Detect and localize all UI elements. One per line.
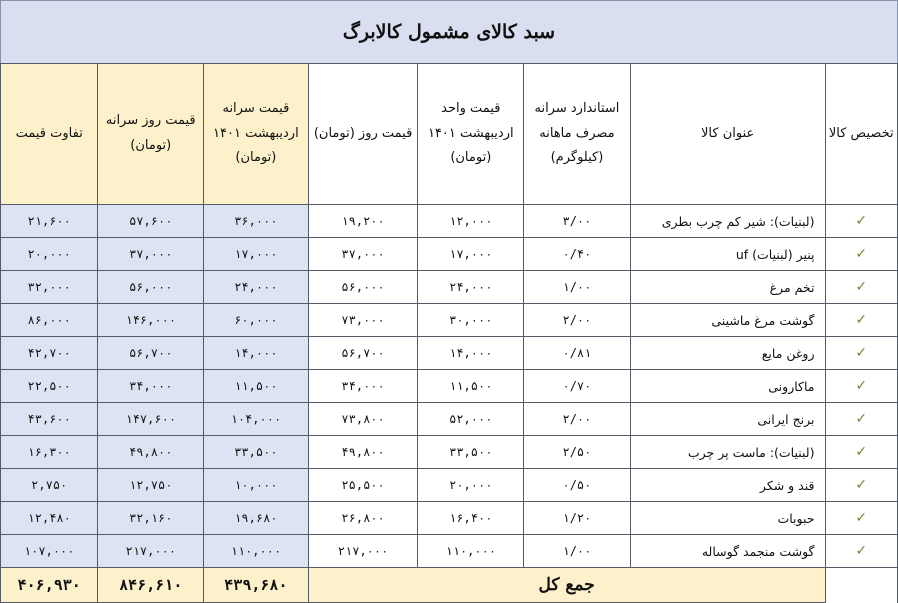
header-per-capita-1401: قیمت سرانه اردیبهشت ۱۴۰۱ (تومان) (204, 64, 309, 205)
item-name: روغن مایع (630, 337, 825, 370)
unit-price-today: ۲۱۷,۰۰۰ (308, 535, 418, 568)
unit-price-today: ۳۷,۰۰۰ (308, 238, 418, 271)
per-capita-1401: ۶۰,۰۰۰ (204, 304, 309, 337)
price-diff: ۲۱,۶۰۰ (1, 205, 98, 238)
header-item-name: عنوان کالا (630, 64, 825, 205)
totals-blank (825, 568, 898, 603)
unit-price-1401: ۳۰,۰۰۰ (418, 304, 524, 337)
table-row (1, 535, 898, 568)
unit-price-1401: ۲۴,۰۰۰ (418, 271, 524, 304)
standard-value: ۰/۵۰ (524, 469, 631, 502)
standard-value: ۰/۴۰ (524, 238, 631, 271)
per-capita-today: ۱۲,۷۵۰ (98, 469, 204, 502)
unit-price-today: ۱۹,۲۰۰ (308, 205, 418, 238)
allocation-check-icon: ✓ (825, 469, 898, 502)
item-name: حبوبات (630, 502, 825, 535)
per-capita-1401: ۱۰,۰۰۰ (204, 469, 309, 502)
unit-price-1401: ۱۷,۰۰۰ (418, 238, 524, 271)
price-diff: ۸۶,۰۰۰ (1, 304, 98, 337)
allocation-check-icon: ✓ (825, 304, 898, 337)
header-allocation: تخصیص کالا (825, 64, 898, 205)
item-name: قند و شکر (630, 469, 825, 502)
table-row (1, 370, 898, 403)
table-row (1, 502, 898, 535)
table-row (1, 238, 898, 271)
allocation-check-icon: ✓ (825, 238, 898, 271)
per-capita-today: ۱۴۷,۶۰۰ (98, 403, 204, 436)
table-row (1, 436, 898, 469)
table-row (1, 271, 898, 304)
item-name: گوشت منجمد گوساله (630, 535, 825, 568)
header-unit-price-1401: قیمت واحد اردیبهشت ۱۴۰۱ (تومان) (418, 64, 524, 205)
per-capita-1401: ۱۱,۵۰۰ (204, 370, 309, 403)
per-capita-today: ۲۱۷,۰۰۰ (98, 535, 204, 568)
goods-basket-table (0, 63, 898, 603)
standard-value: ۱/۰۰ (524, 535, 631, 568)
unit-price-today: ۵۶,۰۰۰ (308, 271, 418, 304)
per-capita-1401: ۱۷,۰۰۰ (204, 238, 309, 271)
unit-price-1401: ۳۳,۵۰۰ (418, 436, 524, 469)
table-row (1, 469, 898, 502)
header-standard: استاندارد سرانه مصرف ماهانه (کیلوگرم) (524, 64, 631, 205)
table-row (1, 337, 898, 370)
unit-price-today: ۵۶,۷۰۰ (308, 337, 418, 370)
unit-price-today: ۷۳,۸۰۰ (308, 403, 418, 436)
allocation-check-icon: ✓ (825, 337, 898, 370)
price-diff: ۴۳,۶۰۰ (1, 403, 98, 436)
standard-value: ۰/۷۰ (524, 370, 631, 403)
item-name: (لبنیات): شیر کم چرب بطری (630, 205, 825, 238)
item-name: پنیر (لبنیات) uf (630, 238, 825, 271)
standard-value: ۰/۸۱ (524, 337, 631, 370)
total-per-capita-today: ۸۴۶,۶۱۰ (98, 568, 204, 603)
item-name: تخم مرغ (630, 271, 825, 304)
per-capita-today: ۴۹,۸۰۰ (98, 436, 204, 469)
price-diff: ۳۲,۰۰۰ (1, 271, 98, 304)
unit-price-today: ۴۹,۸۰۰ (308, 436, 418, 469)
per-capita-today: ۵۶,۷۰۰ (98, 337, 204, 370)
per-capita-today: ۱۴۶,۰۰۰ (98, 304, 204, 337)
allocation-check-icon: ✓ (825, 403, 898, 436)
header-price-diff: تفاوت قیمت (1, 64, 98, 205)
price-diff: ۲۰,۰۰۰ (1, 238, 98, 271)
item-name: ماکارونی (630, 370, 825, 403)
price-diff: ۴۲,۷۰۰ (1, 337, 98, 370)
allocation-check-icon: ✓ (825, 370, 898, 403)
allocation-check-icon: ✓ (825, 436, 898, 469)
per-capita-1401: ۳۶,۰۰۰ (204, 205, 309, 238)
unit-price-today: ۳۴,۰۰۰ (308, 370, 418, 403)
per-capita-today: ۵۶,۰۰۰ (98, 271, 204, 304)
unit-price-1401: ۱۴,۰۰۰ (418, 337, 524, 370)
price-diff: ۱۰۷,۰۰۰ (1, 535, 98, 568)
standard-value: ۲/۵۰ (524, 436, 631, 469)
per-capita-today: ۵۷,۶۰۰ (98, 205, 204, 238)
total-price-diff: ۴۰۶,۹۳۰ (1, 568, 98, 603)
unit-price-1401: ۵۲,۰۰۰ (418, 403, 524, 436)
unit-price-1401: ۱۱,۵۰۰ (418, 370, 524, 403)
allocation-check-icon: ✓ (825, 502, 898, 535)
table-row (1, 403, 898, 436)
per-capita-today: ۳۷,۰۰۰ (98, 238, 204, 271)
header-unit-price-today: قیمت روز (تومان) (308, 64, 418, 205)
standard-value: ۱/۲۰ (524, 502, 631, 535)
per-capita-today: ۳۴,۰۰۰ (98, 370, 204, 403)
price-diff: ۱۶,۳۰۰ (1, 436, 98, 469)
totals-label: جمع کل (308, 568, 825, 603)
unit-price-1401: ۱۶,۴۰۰ (418, 502, 524, 535)
table-row (1, 205, 898, 238)
item-name: برنج ایرانی (630, 403, 825, 436)
unit-price-1401: ۱۲,۰۰۰ (418, 205, 524, 238)
standard-value: ۱/۰۰ (524, 271, 631, 304)
per-capita-1401: ۱۱۰,۰۰۰ (204, 535, 309, 568)
header-row (1, 64, 898, 205)
item-name: (لبنیات): ماست پر چرب (630, 436, 825, 469)
header-per-capita-today: قیمت روز سرانه (تومان) (98, 64, 204, 205)
table-row (1, 304, 898, 337)
standard-value: ۳/۰۰ (524, 205, 631, 238)
per-capita-1401: ۱۰۴,۰۰۰ (204, 403, 309, 436)
page-title: سبد کالای مشمول کالابرگ (0, 0, 898, 64)
unit-price-1401: ۲۰,۰۰۰ (418, 469, 524, 502)
price-diff: ۲,۷۵۰ (1, 469, 98, 502)
total-per-capita-1401: ۴۳۹,۶۸۰ (204, 568, 309, 603)
per-capita-1401: ۱۹,۶۸۰ (204, 502, 309, 535)
unit-price-today: ۷۳,۰۰۰ (308, 304, 418, 337)
allocation-check-icon: ✓ (825, 271, 898, 304)
item-name: گوشت مرغ ماشینی (630, 304, 825, 337)
unit-price-today: ۲۵,۵۰۰ (308, 469, 418, 502)
per-capita-1401: ۳۳,۵۰۰ (204, 436, 309, 469)
totals-row (1, 568, 898, 603)
standard-value: ۲/۰۰ (524, 304, 631, 337)
per-capita-1401: ۱۴,۰۰۰ (204, 337, 309, 370)
unit-price-today: ۲۶,۸۰۰ (308, 502, 418, 535)
price-diff: ۱۲,۴۸۰ (1, 502, 98, 535)
per-capita-1401: ۲۴,۰۰۰ (204, 271, 309, 304)
price-diff: ۲۲,۵۰۰ (1, 370, 98, 403)
unit-price-1401: ۱۱۰,۰۰۰ (418, 535, 524, 568)
per-capita-today: ۳۲,۱۶۰ (98, 502, 204, 535)
allocation-check-icon: ✓ (825, 535, 898, 568)
standard-value: ۲/۰۰ (524, 403, 631, 436)
allocation-check-icon: ✓ (825, 205, 898, 238)
